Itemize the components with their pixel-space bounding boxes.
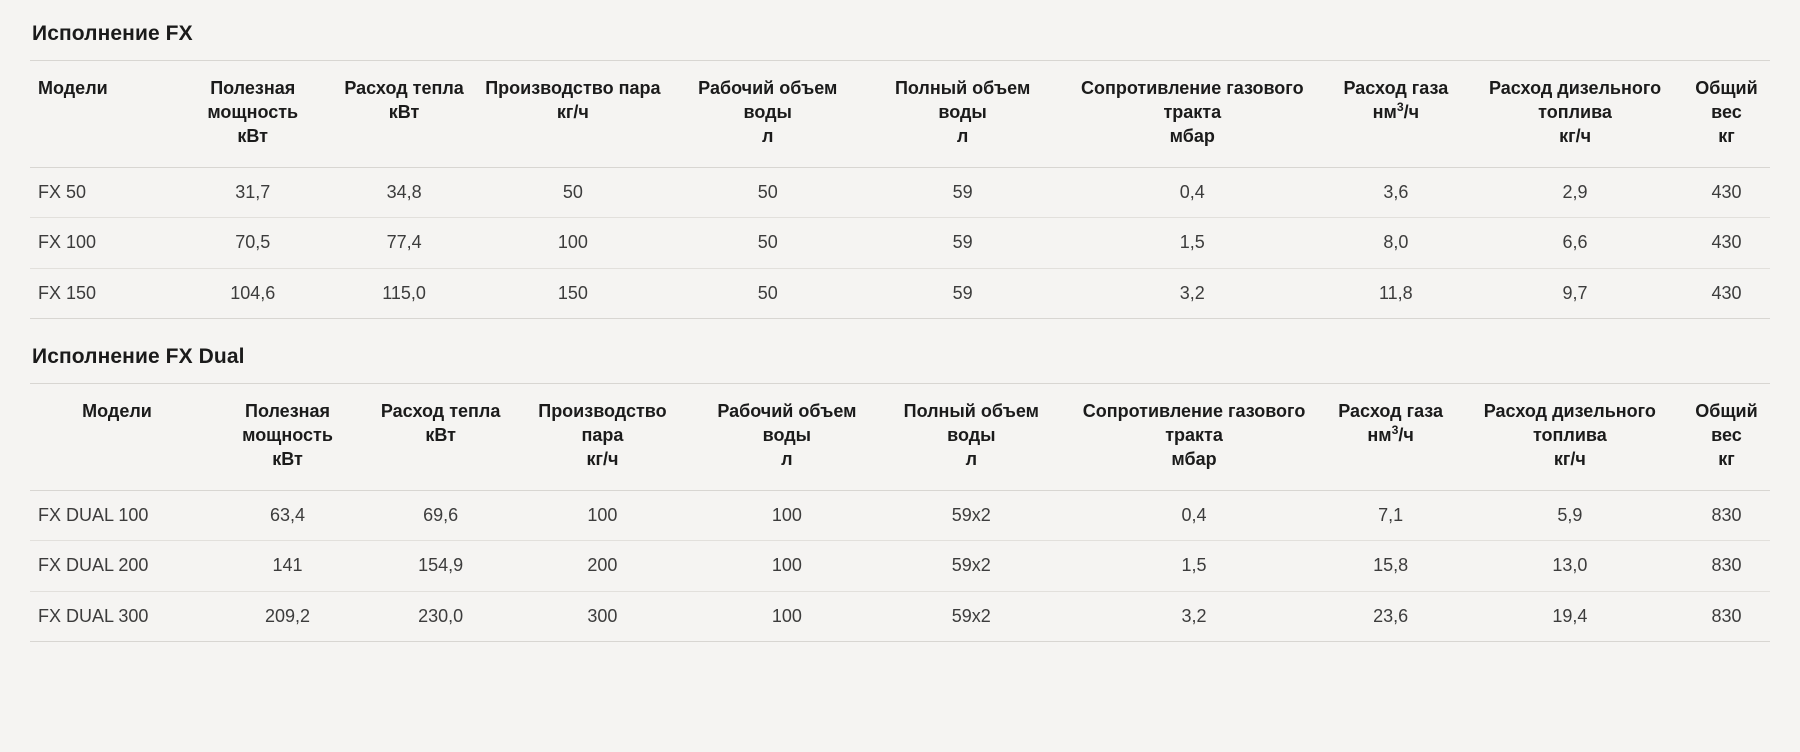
spec-table-fx (30, 60, 1770, 319)
column-header-working-water-volume: Рабочий объем воды л (695, 383, 879, 490)
cell-steam-output: 300 (510, 591, 694, 641)
table-row (30, 591, 1770, 641)
cell-diesel-consumption: 6,6 (1467, 218, 1683, 268)
cell-working-water-volume: 100 (695, 541, 879, 591)
cell-diesel-consumption: 19,4 (1457, 591, 1683, 641)
section-fx (30, 22, 1770, 319)
cell-total-weight: 430 (1683, 268, 1770, 318)
cell-gas-path-resistance: 3,2 (1060, 268, 1324, 318)
table-header-fx (30, 61, 1770, 168)
cell-total-water-volume: 59x2 (879, 591, 1063, 641)
column-header-steam-output: Производство пара кг/ч (510, 383, 694, 490)
cell-total-weight: 830 (1683, 591, 1770, 641)
column-header-total-water-volume: Полный объем воды л (865, 61, 1060, 168)
cell-steam-output: 50 (475, 167, 670, 217)
cell-heat-consumption: 69,6 (371, 490, 510, 540)
cell-steam-output: 100 (475, 218, 670, 268)
cell-heat-consumption: 230,0 (371, 591, 510, 641)
column-header-heat-consumption: Расход тепла кВт (371, 383, 510, 490)
cell-total-weight: 430 (1683, 218, 1770, 268)
column-header-total-water-volume: Полный объем воды л (879, 383, 1063, 490)
cell-gas-consumption: 7,1 (1325, 490, 1457, 540)
cell-gas-consumption: 11,8 (1325, 268, 1468, 318)
column-header-model: Модели (30, 383, 204, 490)
cell-working-water-volume: 100 (695, 591, 879, 641)
cell-model: FX 150 (30, 268, 173, 318)
cell-heat-consumption: 77,4 (333, 218, 476, 268)
section-title-fx: Исполнение FX (32, 22, 193, 45)
cell-working-water-volume: 50 (670, 268, 865, 318)
table-header-row (30, 383, 1770, 490)
column-header-steam-output: Производство пара кг/ч (475, 61, 670, 168)
cell-model: FX 100 (30, 218, 173, 268)
cell-gas-consumption: 23,6 (1325, 591, 1457, 641)
unit-gas-consumption: $нм^3/ч$ (1367, 422, 1414, 445)
cell-steam-output: 200 (510, 541, 694, 591)
column-header-useful-power: Полезная мощность кВт (173, 61, 333, 168)
table-row (30, 218, 1770, 268)
cell-heat-consumption: 34,8 (333, 167, 476, 217)
cell-working-water-volume: 100 (695, 490, 879, 540)
cell-model: FX DUAL 100 (30, 490, 204, 540)
table-body-fx-dual (30, 490, 1770, 641)
table-body-fx (30, 167, 1770, 318)
cell-model: FX 50 (30, 167, 173, 217)
cell-gas-path-resistance: 3,2 (1064, 591, 1325, 641)
cell-total-weight: 830 (1683, 541, 1770, 591)
table-row (30, 541, 1770, 591)
cell-diesel-consumption: 5,9 (1457, 490, 1683, 540)
cell-total-water-volume: 59x2 (879, 541, 1063, 591)
cell-total-weight: 430 (1683, 167, 1770, 217)
column-header-diesel-consumption: Расход дизельного топлива кг/ч (1467, 61, 1683, 168)
section-fx-dual (30, 345, 1770, 642)
cell-model: FX DUAL 200 (30, 541, 204, 591)
cell-total-weight: 830 (1683, 490, 1770, 540)
cell-useful-power: 209,2 (204, 591, 371, 641)
cell-gas-path-resistance: 1,5 (1064, 541, 1325, 591)
column-header-working-water-volume: Рабочий объем воды л (670, 61, 865, 168)
table-header-row (30, 61, 1770, 168)
cell-working-water-volume: 50 (670, 167, 865, 217)
cell-total-water-volume: 59x2 (879, 490, 1063, 540)
cell-useful-power: 70,5 (173, 218, 333, 268)
cell-total-water-volume: 59 (865, 268, 1060, 318)
column-header-heat-consumption: Расход тепла кВт (333, 61, 476, 168)
cell-diesel-consumption: 13,0 (1457, 541, 1683, 591)
table-header-fx-dual (30, 383, 1770, 490)
cell-steam-output: 150 (475, 268, 670, 318)
cell-heat-consumption: 115,0 (333, 268, 476, 318)
cell-working-water-volume: 50 (670, 218, 865, 268)
cell-model: FX DUAL 300 (30, 591, 204, 641)
cell-useful-power: 31,7 (173, 167, 333, 217)
section-title-fx-dual: Исполнение FX Dual (32, 344, 245, 368)
cell-gas-consumption: 15,8 (1325, 541, 1457, 591)
cell-useful-power: 141 (204, 541, 371, 591)
cell-gas-path-resistance: 0,4 (1064, 490, 1325, 540)
column-header-gas-path-resistance: Сопротивление газового тракта мбар (1060, 61, 1324, 168)
spec-table-fx-dual (30, 383, 1770, 642)
cell-total-water-volume: 59 (865, 167, 1060, 217)
cell-heat-consumption: 154,9 (371, 541, 510, 591)
table-row (30, 490, 1770, 540)
column-header-useful-power: Полезная мощность кВт (204, 383, 371, 490)
cell-gas-consumption: 3,6 (1325, 167, 1468, 217)
table-row (30, 268, 1770, 318)
cell-useful-power: 63,4 (204, 490, 371, 540)
column-header-total-weight: Общий вес кг (1683, 383, 1770, 490)
cell-steam-output: 100 (510, 490, 694, 540)
table-row (30, 167, 1770, 217)
unit-gas-consumption: $нм^3/ч$ (1372, 99, 1420, 122)
cell-total-water-volume: 59 (865, 218, 1060, 268)
cell-diesel-consumption: 9,7 (1467, 268, 1683, 318)
column-header-gas-consumption: Расход газа $нм^3/ч$ (1325, 383, 1457, 490)
column-header-diesel-consumption: Расход дизельного топлива кг/ч (1457, 383, 1683, 490)
cell-gas-path-resistance: 0,4 (1060, 167, 1324, 217)
column-header-total-weight: Общий вес кг (1683, 61, 1770, 168)
column-header-gas-path-resistance: Сопротивление газового тракта мбар (1064, 383, 1325, 490)
cell-gas-path-resistance: 1,5 (1060, 218, 1324, 268)
cell-useful-power: 104,6 (173, 268, 333, 318)
cell-gas-consumption: 8,0 (1325, 218, 1468, 268)
column-header-model: Модели (30, 61, 173, 168)
cell-diesel-consumption: 2,9 (1467, 167, 1683, 217)
column-header-gas-consumption: Расход газа $нм^3/ч$ (1325, 61, 1468, 168)
